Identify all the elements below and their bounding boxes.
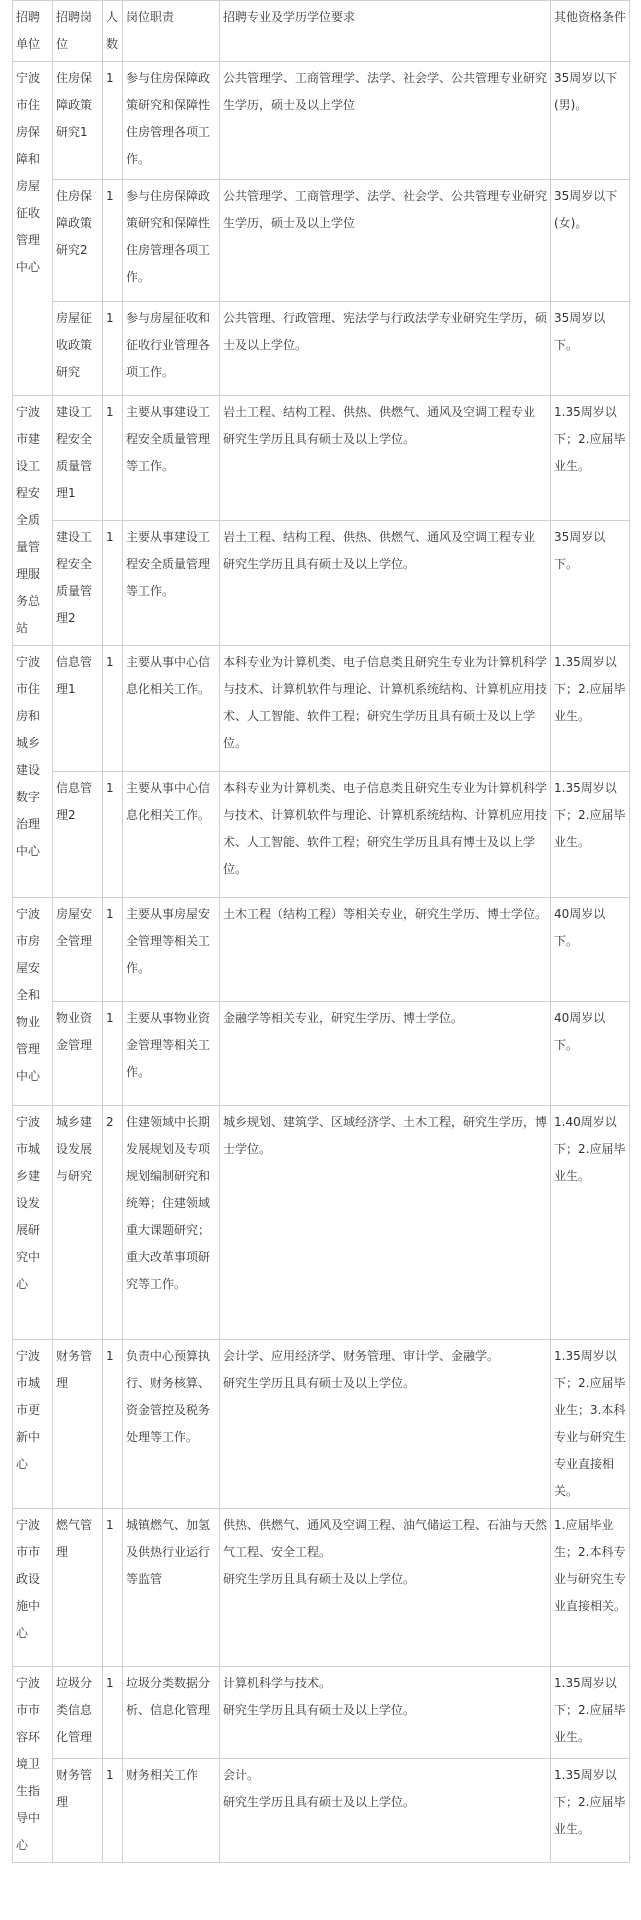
table-row: [13, 180, 630, 302]
count-cell: 1: [103, 1002, 123, 1106]
count-cell: 1: [103, 62, 123, 180]
unit-cell: 宁波市住房和城乡建设数字治理中心: [13, 646, 53, 898]
position-cell: 建设工程安全质量管理1: [53, 396, 103, 521]
table-row: [13, 772, 630, 898]
header-major: 招聘专业及学历学位要求: [220, 1, 551, 62]
table-row: [13, 396, 630, 521]
duty-cell: 主要从事中心信息化相关工作。: [123, 772, 220, 898]
table-row: [13, 62, 630, 180]
other-cell: 1.35周岁以下；2.应届毕业生。: [551, 1667, 630, 1759]
major-text: 岩土工程、结构工程、供热、供燃气、通风及空调工程专业: [223, 530, 536, 544]
major-degree-text: 研究生学历且具有硕士及以上学位。: [223, 1703, 416, 1717]
count-cell: 1: [103, 180, 123, 302]
major-text: 计算机科学与技术。: [223, 1676, 332, 1690]
other-cell: 1.35周岁以下；2.应届毕业生。: [551, 772, 630, 898]
duty-cell: 主要从事建设工程安全质量管理等工作。: [123, 396, 220, 521]
position-cell: 房屋征收政策研究: [53, 302, 103, 396]
major-degree-text: 研究生学历且具有硕士及以上学位。: [223, 432, 416, 446]
position-cell: 信息管理2: [53, 772, 103, 898]
other-cell: 35周岁以下(男)。: [551, 62, 630, 180]
major-cell: [220, 396, 551, 521]
unit-cell: 宁波市城市更新中心: [13, 1340, 53, 1509]
header-duty: 岗位职责: [123, 1, 220, 62]
major-cell: 土木工程（结构工程）等相关专业，研究生学历、博士学位。: [220, 898, 551, 1002]
major-degree-text: 研究生学历且具有硕士及以上学位。: [223, 1376, 416, 1390]
count-cell: 1: [103, 646, 123, 772]
duty-cell: 主要从事建设工程安全质量管理等工作。: [123, 521, 220, 646]
other-cell: 35周岁以下。: [551, 521, 630, 646]
table-row: [13, 898, 630, 1002]
major-cell: 本科专业为计算机类、电子信息类且研究生专业为计算机科学与技术、计算机软件与理论、计算机系统结构、计算机应用技术、人工智能、软件工程；研究生学历且具有博士及以上学位。: [220, 772, 551, 898]
major-cell: [220, 1340, 551, 1509]
major-cell: [220, 1667, 551, 1759]
position-cell: 财务管理: [53, 1340, 103, 1509]
position-cell: 财务管理: [53, 1758, 103, 1862]
table-row: [13, 521, 630, 646]
other-cell: 1.35周岁以下；2.应届毕业生。: [551, 1758, 630, 1862]
duty-cell: 财务相关工作: [123, 1758, 220, 1862]
major-text: 供热、供燃气、通风及空调工程、油气储运工程、石油与天然气工程、安全工程。: [223, 1518, 548, 1559]
position-cell: 建设工程安全质量管理2: [53, 521, 103, 646]
header-count: 人数: [103, 1, 123, 62]
duty-cell: 参与住房保障政策研究和保障性住房管理各项工作。: [123, 180, 220, 302]
other-cell: 40周岁以下。: [551, 1002, 630, 1106]
position-cell: 物业资金管理: [53, 1002, 103, 1106]
other-cell: 1.40周岁以下；2.应届毕业生。: [551, 1106, 630, 1340]
count-cell: 1: [103, 521, 123, 646]
table-row: [13, 302, 630, 396]
other-cell: 35周岁以下。: [551, 302, 630, 396]
duty-cell: 参与房屋征收和征收行业管理各项工作。: [123, 302, 220, 396]
position-cell: 住房保障政策研究1: [53, 62, 103, 180]
major-cell: 公共管理、行政管理、宪法学与行政法学专业研究生学历，硕士及以上学位。: [220, 302, 551, 396]
unit-cell: 宁波市市容环境卫生指导中心: [13, 1667, 53, 1863]
major-text: 会计。: [223, 1767, 260, 1782]
count-cell: 1: [103, 1758, 123, 1862]
count-cell: 1: [103, 1667, 123, 1759]
table-row: [13, 646, 630, 772]
unit-cell: 宁波市城乡建设发展研究中心: [13, 1106, 53, 1340]
position-cell: 城乡建设发展与研究: [53, 1106, 103, 1340]
major-degree-text: 研究生学历且具有硕士及以上学位。: [223, 1794, 416, 1809]
position-cell: 信息管理1: [53, 646, 103, 772]
duty-cell: 负责中心预算执行、财务核算、资金管控及税务处理等工作。: [123, 1340, 220, 1509]
position-cell: 燃气管理: [53, 1509, 103, 1667]
header-other: 其他资格条件: [551, 1, 630, 62]
duty-cell: 城镇燃气、加氢及供热行业运行等监管: [123, 1509, 220, 1667]
count-cell: 1: [103, 1340, 123, 1509]
duty-cell: 主要从事中心信息化相关工作。: [123, 646, 220, 772]
table-row: [13, 1758, 630, 1862]
other-cell: 1.应届毕业生；2.本科专业与研究生专业直接相关。: [551, 1509, 630, 1667]
count-cell: 1: [103, 772, 123, 898]
major-cell: 本科专业为计算机类、电子信息类且研究生专业为计算机科学与技术、计算机软件与理论、计算机系统结构、计算机应用技术、人工智能、软件工程；研究生学历且具有硕士及以上学位。: [220, 646, 551, 772]
major-cell: 城乡规划、建筑学、区域经济学、土木工程，研究生学历，博士学位。: [220, 1106, 551, 1340]
position-cell: 垃圾分类信息化管理: [53, 1667, 103, 1759]
major-degree-text: 研究生学历且具有硕士及以上学位。: [223, 557, 416, 571]
position-cell: 住房保障政策研究2: [53, 180, 103, 302]
unit-cell: 宁波市房屋安全和物业管理中心: [13, 898, 53, 1106]
other-cell: 1.35周岁以下；2.应届毕业生；3.本科专业与研究生专业直接相关。: [551, 1340, 630, 1509]
position-cell: 房屋安全管理: [53, 898, 103, 1002]
duty-cell: 主要从事房屋安全管理等相关工作。: [123, 898, 220, 1002]
header-unit: 招聘单位: [13, 1, 53, 62]
major-cell: [220, 1509, 551, 1667]
duty-cell: 主要从事物业资金管理等相关工作。: [123, 1002, 220, 1106]
header-row: [13, 1, 630, 62]
count-cell: 1: [103, 898, 123, 1002]
major-cell: 金融学等相关专业，研究生学历、博士学位。: [220, 1002, 551, 1106]
table-row: [13, 1509, 630, 1667]
other-cell: 35周岁以下(女)。: [551, 180, 630, 302]
table-row: [13, 1340, 630, 1509]
count-cell: 1: [103, 1509, 123, 1667]
count-cell: 1: [103, 396, 123, 521]
unit-cell: 宁波市市政设施中心: [13, 1509, 53, 1667]
other-cell: 40周岁以下。: [551, 898, 630, 1002]
count-cell: 1: [103, 302, 123, 396]
table-row: [13, 1002, 630, 1106]
duty-cell: 垃圾分类数据分析、信息化管理: [123, 1667, 220, 1759]
major-degree-text: 研究生学历且具有硕士及以上学位。: [223, 1572, 416, 1586]
count-cell: 2: [103, 1106, 123, 1340]
major-text: 岩土工程、结构工程、供热、供燃气、通风及空调工程专业: [223, 405, 536, 419]
unit-cell: 宁波市住房保障和房屋征收管理中心: [13, 62, 53, 396]
duty-cell: 参与住房保障政策研究和保障性住房管理各项工作。: [123, 62, 220, 180]
table-row: [13, 1667, 630, 1759]
unit-cell: 宁波市建设工程安全质量管理服务总站: [13, 396, 53, 646]
major-cell: 公共管理学、工商管理学、法学、社会学、公共管理专业研究生学历，硕士及以上学位: [220, 180, 551, 302]
recruitment-table-wrapper: [12, 0, 629, 1863]
other-cell: 1.35周岁以下；2.应届毕业生。: [551, 646, 630, 772]
major-text: 会计学、应用经济学、财务管理、审计学、金融学。: [223, 1349, 500, 1363]
other-cell: 1.35周岁以下；2.应届毕业生。: [551, 396, 630, 521]
table-row: [13, 1106, 630, 1340]
header-position: 招聘岗位: [53, 1, 103, 62]
major-cell: [220, 521, 551, 646]
duty-cell: 住建领域中长期发展规划及专项规划编制研究和统筹；住建领域重大课题研究；重大改革事项研究等工作。: [123, 1106, 220, 1340]
recruitment-table: [12, 0, 630, 1863]
major-cell: [220, 1758, 551, 1862]
major-cell: 公共管理学、工商管理学、法学、社会学、公共管理专业研究生学历，硕士及以上学位: [220, 62, 551, 180]
